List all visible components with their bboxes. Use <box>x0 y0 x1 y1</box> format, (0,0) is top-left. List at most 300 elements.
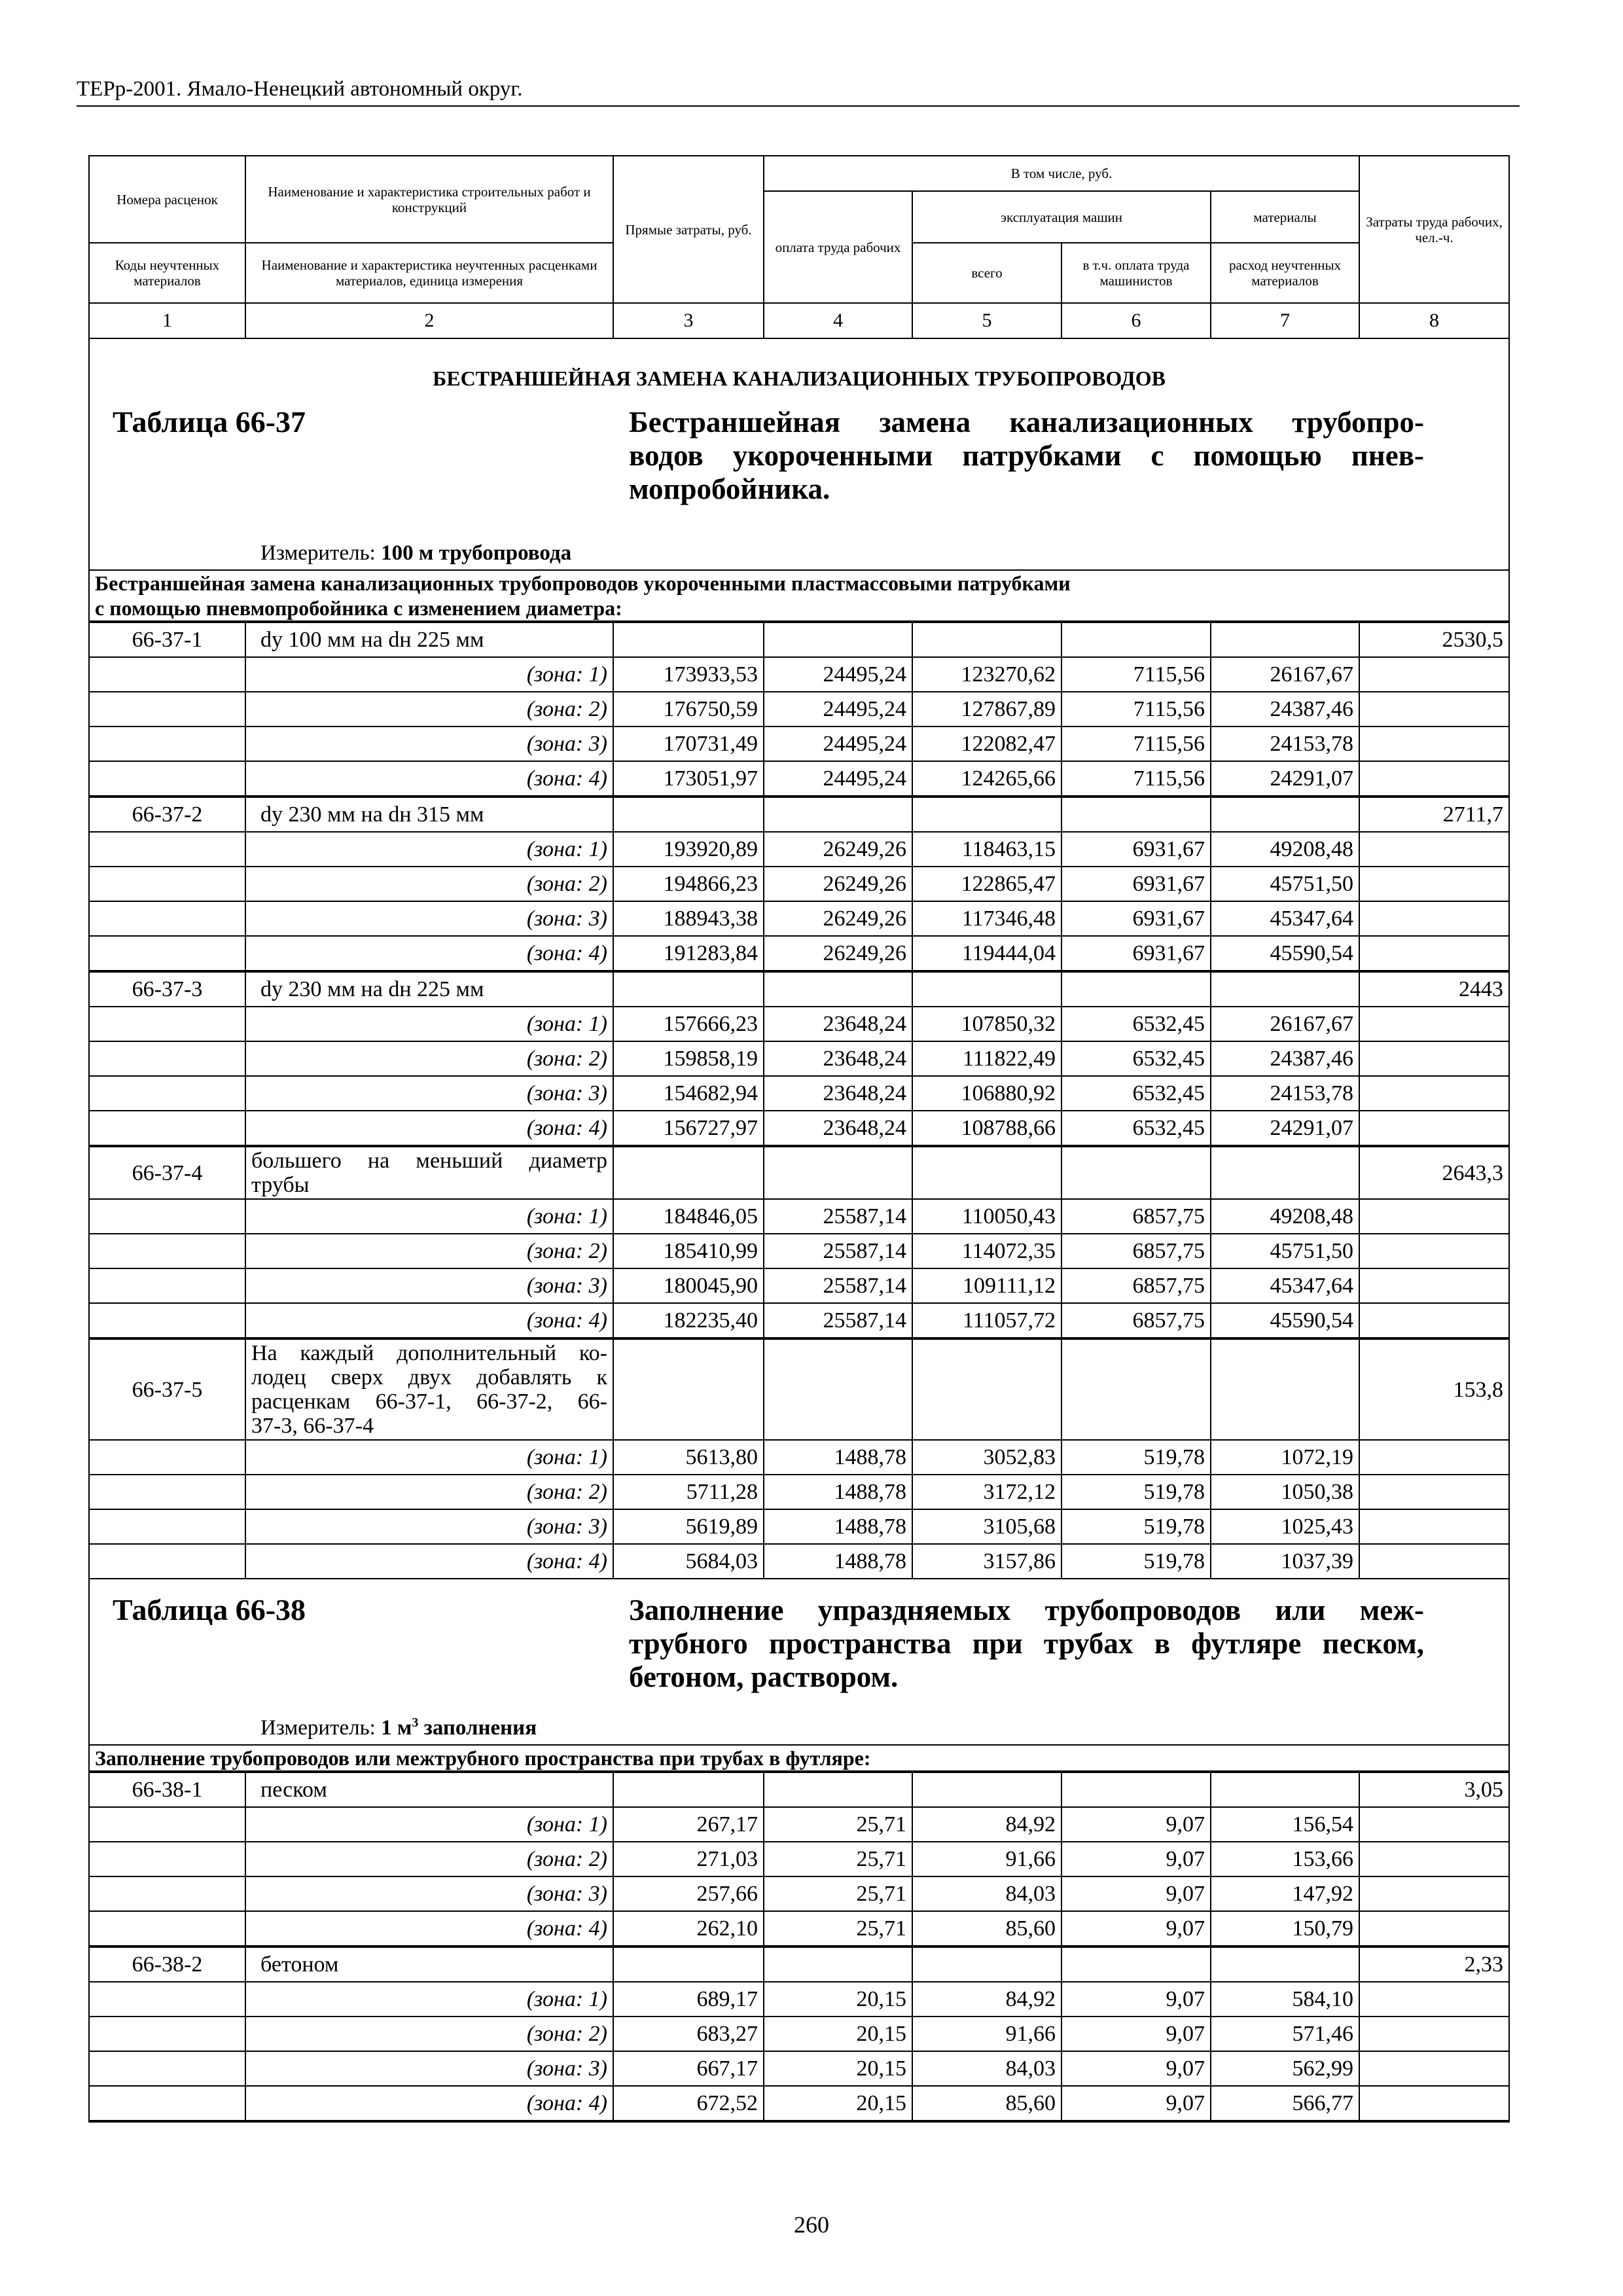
column-number: 7 <box>1211 303 1359 338</box>
header-machines: эксплуатация машин <box>912 191 1211 243</box>
section-title: БЕСТРАНШЕЙНАЯ ЗАМЕНА КАНАЛИЗАЦИОННЫХ ТРУБОПРОВОДОВ <box>433 367 1166 390</box>
empty-cell <box>1359 761 1509 797</box>
zone-value-col3: 5613,80 <box>613 1440 764 1475</box>
zone-row <box>89 936 1509 971</box>
table-section-row <box>89 1579 1509 1745</box>
table-section-cell <box>89 1579 1509 1745</box>
zone-label: (зона: 2) <box>245 1842 613 1876</box>
zone-label: (зона: 2) <box>245 867 613 901</box>
empty-cell <box>1359 1440 1509 1475</box>
zone-value-col4: 1488,78 <box>764 1475 912 1509</box>
empty-cell <box>89 1544 245 1579</box>
zone-value-col3: 5619,89 <box>613 1509 764 1544</box>
subsection-cell <box>89 1745 1509 1772</box>
zone-value-col6: 9,07 <box>1061 1982 1211 2017</box>
zone-label: (зона: 3) <box>245 901 613 936</box>
empty-cell <box>1359 1509 1509 1544</box>
zone-label: (зона: 1) <box>245 1199 613 1234</box>
zone-value-col7: 49208,48 <box>1211 1199 1359 1234</box>
empty-cell <box>89 1842 245 1876</box>
header-col7: расход неучтенных материалов <box>1211 243 1359 303</box>
column-number: 6 <box>1061 303 1211 338</box>
subsection-line: Бестраншейная замена канализационных трубопроводов укороченными пластмассовыми патрубками <box>95 571 1071 595</box>
zone-value-col3: 173051,97 <box>613 761 764 797</box>
empty-cell <box>89 1234 245 1268</box>
zone-row <box>89 1509 1509 1544</box>
zone-value-col6: 9,07 <box>1061 1876 1211 1911</box>
empty-cell <box>1211 1946 1359 1982</box>
zone-value-col6: 6931,67 <box>1061 832 1211 867</box>
empty-cell <box>89 1111 245 1146</box>
rate-code: 66-37-3 <box>89 971 245 1007</box>
empty-cell <box>89 657 245 692</box>
zone-row <box>89 657 1509 692</box>
zone-value-col3: 157666,23 <box>613 1007 764 1041</box>
zone-value-col4: 23648,24 <box>764 1111 912 1146</box>
zone-value-col7: 153,66 <box>1211 1842 1359 1876</box>
column-number: 3 <box>613 303 764 338</box>
rate-name-line: лодец сверх двух добавлять к <box>251 1365 607 1390</box>
zone-value-col7: 24291,07 <box>1211 761 1359 797</box>
column-number: 8 <box>1359 303 1509 338</box>
empty-cell <box>1061 1946 1211 1982</box>
zone-row <box>89 1475 1509 1509</box>
zone-value-col5: 119444,04 <box>912 936 1061 971</box>
table-section-row <box>89 338 1509 570</box>
rate-name-line: 37-3, 66-37-4 <box>251 1414 374 1438</box>
empty-cell <box>912 622 1061 657</box>
zone-value-col4: 23648,24 <box>764 1076 912 1111</box>
empty-cell <box>613 1772 764 1807</box>
empty-cell <box>1359 1544 1509 1579</box>
zone-value-col5: 106880,92 <box>912 1076 1061 1111</box>
zone-value-col3: 5711,28 <box>613 1475 764 1509</box>
zone-value-col4: 26249,26 <box>764 936 912 971</box>
zone-value-col4: 25587,14 <box>764 1234 912 1268</box>
zone-label: (зона: 1) <box>245 657 613 692</box>
empty-cell <box>912 1146 1061 1199</box>
empty-cell <box>1359 1475 1509 1509</box>
empty-cell <box>613 1338 764 1440</box>
zone-value-col6: 6857,75 <box>1061 1268 1211 1303</box>
empty-cell <box>89 1911 245 1946</box>
zone-value-col6: 6857,75 <box>1061 1234 1211 1268</box>
zone-value-col4: 24495,24 <box>764 726 912 761</box>
zone-label: (зона: 4) <box>245 936 613 971</box>
labor-cost: 3,05 <box>1359 1772 1509 1807</box>
zone-value-col6: 7115,56 <box>1061 657 1211 692</box>
empty-cell <box>912 1338 1061 1440</box>
zone-value-col3: 182235,40 <box>613 1303 764 1338</box>
labor-cost: 2443 <box>1359 971 1509 1007</box>
zone-value-col3: 159858,19 <box>613 1041 764 1076</box>
zone-value-col7: 584,10 <box>1211 1982 1359 2017</box>
empty-cell <box>89 936 245 971</box>
zone-value-col7: 566,77 <box>1211 2086 1359 2121</box>
zone-value-col6: 6532,45 <box>1061 1007 1211 1041</box>
empty-cell <box>613 1946 764 1982</box>
rate-code: 66-37-5 <box>89 1338 245 1440</box>
empty-cell <box>1359 1876 1509 1911</box>
empty-cell <box>1359 1007 1509 1041</box>
empty-cell <box>89 2086 245 2121</box>
zone-value-col7: 45751,50 <box>1211 867 1359 901</box>
header-col2-bottom: Наименование и характеристика неучтенных расценками материалов, единица измерения <box>245 243 613 303</box>
zone-value-col6: 6931,67 <box>1061 936 1211 971</box>
zone-value-col7: 562,99 <box>1211 2051 1359 2086</box>
zone-value-col6: 6931,67 <box>1061 901 1211 936</box>
zone-row <box>89 1268 1509 1303</box>
empty-cell <box>89 867 245 901</box>
zone-value-col4: 25587,14 <box>764 1268 912 1303</box>
measure-value-text: 1 м <box>381 1716 412 1740</box>
zone-value-col7: 24153,78 <box>1211 726 1359 761</box>
zone-row <box>89 867 1509 901</box>
empty-cell <box>1359 657 1509 692</box>
rate-row <box>89 1946 1509 1982</box>
zone-value-col5: 123270,62 <box>912 657 1061 692</box>
header-col2-top: Наименование и характеристика строительных работ и конструкций <box>245 156 613 243</box>
header-col1-top: Номера расценок <box>89 156 245 243</box>
zone-value-col6: 6857,75 <box>1061 1303 1211 1338</box>
empty-cell <box>1359 2017 1509 2051</box>
zone-value-col4: 26249,26 <box>764 901 912 936</box>
zone-value-col4: 25587,14 <box>764 1199 912 1234</box>
zone-label: (зона: 1) <box>245 1807 613 1842</box>
empty-cell <box>1061 971 1211 1007</box>
empty-cell <box>89 1268 245 1303</box>
empty-cell <box>613 622 764 657</box>
zone-value-col4: 20,15 <box>764 1982 912 2017</box>
measure-unit <box>260 1715 537 1740</box>
empty-cell <box>1359 1807 1509 1842</box>
zone-label: (зона: 2) <box>245 1234 613 1268</box>
header-col1-bottom: Коды неучтенных материалов <box>89 243 245 303</box>
zone-value-col6: 519,78 <box>1061 1509 1211 1544</box>
zone-row <box>89 2051 1509 2086</box>
zone-value-col5: 85,60 <box>912 1911 1061 1946</box>
subsection-row <box>89 570 1509 622</box>
zone-value-col3: 262,10 <box>613 1911 764 1946</box>
zone-value-col3: 170731,49 <box>613 726 764 761</box>
empty-cell <box>764 1146 912 1199</box>
empty-cell <box>1359 1234 1509 1268</box>
empty-cell <box>912 1946 1061 1982</box>
zone-label: (зона: 2) <box>245 1041 613 1076</box>
table-label: Таблица 66-37 <box>113 405 306 439</box>
zone-value-col6: 9,07 <box>1061 2086 1211 2121</box>
measure-value <box>381 541 571 565</box>
zone-label: (зона: 3) <box>245 1509 613 1544</box>
zone-value-col6: 519,78 <box>1061 1440 1211 1475</box>
zone-value-col7: 45590,54 <box>1211 1303 1359 1338</box>
rate-name <box>245 1338 613 1440</box>
zone-value-col5: 85,60 <box>912 2086 1061 2121</box>
empty-cell <box>89 726 245 761</box>
column-number: 5 <box>912 303 1061 338</box>
zone-label: (зона: 1) <box>245 1440 613 1475</box>
zone-value-col6: 7115,56 <box>1061 726 1211 761</box>
zone-label: (зона: 4) <box>245 2086 613 2121</box>
empty-cell <box>912 971 1061 1007</box>
empty-cell <box>1359 1076 1509 1111</box>
zone-value-col6: 519,78 <box>1061 1475 1211 1509</box>
zone-value-col7: 45590,54 <box>1211 936 1359 971</box>
zone-value-col5: 114072,35 <box>912 1234 1061 1268</box>
empty-cell <box>1359 936 1509 971</box>
zone-row <box>89 1876 1509 1911</box>
labor-cost: 153,8 <box>1359 1338 1509 1440</box>
zone-value-col7: 24387,46 <box>1211 1041 1359 1076</box>
column-numbers-row <box>89 303 1509 338</box>
zone-value-col3: 180045,90 <box>613 1268 764 1303</box>
zone-value-col4: 26249,26 <box>764 867 912 901</box>
zone-row <box>89 1007 1509 1041</box>
empty-cell <box>1359 901 1509 936</box>
rate-name <box>245 1772 613 1807</box>
table-section-cell <box>89 338 1509 570</box>
table-title-line: водов укороченными патрубками с помощью пнев- <box>629 439 1424 472</box>
rate-row <box>89 1338 1509 1440</box>
zone-value-col5: 124265,66 <box>912 761 1061 797</box>
zone-value-col3: 689,17 <box>613 1982 764 2017</box>
zone-value-col4: 1488,78 <box>764 1544 912 1579</box>
empty-cell <box>89 1440 245 1475</box>
table-title <box>629 406 1424 506</box>
column-number: 1 <box>89 303 245 338</box>
zone-label: (зона: 3) <box>245 1076 613 1111</box>
header-col6: в т.ч. оплата труда машинистов <box>1061 243 1211 303</box>
zone-label: (зона: 4) <box>245 1111 613 1146</box>
zone-row <box>89 1440 1509 1475</box>
empty-cell <box>764 797 912 832</box>
zone-value-col3: 257,66 <box>613 1876 764 1911</box>
rate-name <box>245 1946 613 1982</box>
zone-value-col7: 571,46 <box>1211 2017 1359 2051</box>
empty-cell <box>89 1303 245 1338</box>
zone-value-col3: 271,03 <box>613 1842 764 1876</box>
zone-label: (зона: 3) <box>245 1876 613 1911</box>
zone-value-col3: 194866,23 <box>613 867 764 901</box>
zone-value-col6: 9,07 <box>1061 2017 1211 2051</box>
zone-value-col3: 5684,03 <box>613 1544 764 1579</box>
subsection-cell <box>89 570 1509 622</box>
empty-cell <box>89 761 245 797</box>
empty-cell <box>1359 867 1509 901</box>
labor-cost: 2530,5 <box>1359 622 1509 657</box>
header-group: В том числе, руб. <box>764 156 1359 191</box>
rate-name-line: расценкам 66-37-1, 66-37-2, 66- <box>251 1390 607 1414</box>
zone-value-col6: 7115,56 <box>1061 692 1211 726</box>
rate-row <box>89 1146 1509 1199</box>
zone-label: (зона: 3) <box>245 726 613 761</box>
zone-value-col3: 156727,97 <box>613 1111 764 1146</box>
empty-cell <box>89 2017 245 2051</box>
zone-value-col4: 25,71 <box>764 1911 912 1946</box>
measure-superscript: 3 <box>412 1715 419 1730</box>
empty-cell <box>89 1041 245 1076</box>
rate-row <box>89 622 1509 657</box>
empty-cell <box>1359 692 1509 726</box>
rate-name <box>245 971 613 1007</box>
zone-value-col7: 147,92 <box>1211 1876 1359 1911</box>
zone-value-col4: 26249,26 <box>764 832 912 867</box>
zone-value-col5: 111057,72 <box>912 1303 1061 1338</box>
zone-value-col5: 110050,43 <box>912 1199 1061 1234</box>
zone-row <box>89 1842 1509 1876</box>
zone-value-col7: 1037,39 <box>1211 1544 1359 1579</box>
zone-label: (зона: 1) <box>245 1007 613 1041</box>
table-section <box>95 1579 1503 1744</box>
empty-cell <box>764 1772 912 1807</box>
empty-cell <box>89 2051 245 2086</box>
empty-cell <box>1359 1982 1509 2017</box>
zone-value-col7: 45347,64 <box>1211 901 1359 936</box>
zone-label: (зона: 4) <box>245 761 613 797</box>
table-title-line: бетоном, раствором. <box>629 1660 899 1693</box>
zone-value-col7: 49208,48 <box>1211 832 1359 867</box>
rate-name-line: трубы <box>251 1173 310 1197</box>
zone-value-col5: 3052,83 <box>912 1440 1061 1475</box>
empty-cell <box>1359 1911 1509 1946</box>
table-title-line: трубного пространства при трубах в футляре песком, <box>629 1627 1424 1660</box>
zone-row <box>89 1111 1509 1146</box>
zone-row <box>89 1807 1509 1842</box>
empty-cell <box>1359 1041 1509 1076</box>
zone-value-col5: 3172,12 <box>912 1475 1061 1509</box>
empty-cell <box>1359 832 1509 867</box>
empty-cell <box>764 1338 912 1440</box>
header-col5: всего <box>912 243 1061 303</box>
rate-code: 66-37-1 <box>89 622 245 657</box>
empty-cell <box>89 1475 245 1509</box>
zone-row <box>89 2086 1509 2121</box>
empty-cell <box>1211 1338 1359 1440</box>
zone-label: (зона: 4) <box>245 1303 613 1338</box>
rate-row <box>89 797 1509 832</box>
zone-row <box>89 1303 1509 1338</box>
zone-value-col7: 45751,50 <box>1211 1234 1359 1268</box>
zone-row <box>89 692 1509 726</box>
zone-row <box>89 1041 1509 1076</box>
zone-value-col5: 127867,89 <box>912 692 1061 726</box>
empty-cell <box>89 1007 245 1041</box>
table-label: Таблица 66-38 <box>113 1593 306 1626</box>
subsection-row <box>89 1745 1509 1772</box>
empty-cell <box>89 1509 245 1544</box>
zone-value-col4: 24495,24 <box>764 657 912 692</box>
table-title <box>629 1594 1424 1694</box>
rate-name-line: dу 230 мм на dн 315 мм <box>260 802 484 827</box>
empty-cell <box>912 1772 1061 1807</box>
empty-cell <box>613 1146 764 1199</box>
measure-value-rest: заполнения <box>418 1716 537 1740</box>
zone-value-col4: 25,71 <box>764 1842 912 1876</box>
zone-value-col7: 24291,07 <box>1211 1111 1359 1146</box>
zone-value-col4: 1488,78 <box>764 1440 912 1475</box>
empty-cell <box>1359 1111 1509 1146</box>
empty-cell <box>1211 797 1359 832</box>
price-table <box>88 155 1510 2123</box>
zone-label: (зона: 3) <box>245 1268 613 1303</box>
subsection-line: с помощью пневмопробойника с изменением диаметра: <box>95 596 622 620</box>
zone-row <box>89 832 1509 867</box>
zone-value-col6: 6532,45 <box>1061 1076 1211 1111</box>
rate-row <box>89 1772 1509 1807</box>
empty-cell <box>89 832 245 867</box>
zone-value-col7: 156,54 <box>1211 1807 1359 1842</box>
measure-label: Измеритель: <box>260 541 376 565</box>
empty-cell <box>1061 1146 1211 1199</box>
zone-row <box>89 726 1509 761</box>
zone-value-col7: 26167,67 <box>1211 657 1359 692</box>
empty-cell <box>1359 1303 1509 1338</box>
zone-value-col5: 91,66 <box>912 1842 1061 1876</box>
zone-value-col5: 107850,32 <box>912 1007 1061 1041</box>
running-title: ТЕРр-2001. Ямало-Ненецкий автономный округ. <box>77 77 523 101</box>
zone-value-col5: 84,92 <box>912 1807 1061 1842</box>
zone-value-col3: 191283,84 <box>613 936 764 971</box>
table-section <box>95 339 1503 569</box>
header-col4: оплата труда рабочих <box>764 191 912 303</box>
rate-name-line: На каждый дополнительный ко- <box>251 1341 607 1365</box>
zone-row <box>89 901 1509 936</box>
empty-cell <box>89 901 245 936</box>
empty-cell <box>1061 1772 1211 1807</box>
header-col3: Прямые затраты, руб. <box>613 156 764 303</box>
zone-value-col3: 188943,38 <box>613 901 764 936</box>
zone-value-col4: 25,71 <box>764 1807 912 1842</box>
header-col8: Затраты труда рабочих, чел.-ч. <box>1359 156 1509 303</box>
zone-value-col7: 150,79 <box>1211 1911 1359 1946</box>
zone-value-col4: 25587,14 <box>764 1303 912 1338</box>
zone-value-col7: 1025,43 <box>1211 1509 1359 1544</box>
zone-value-col5: 122865,47 <box>912 867 1061 901</box>
zone-label: (зона: 4) <box>245 1911 613 1946</box>
empty-cell <box>89 1076 245 1111</box>
zone-label: (зона: 2) <box>245 692 613 726</box>
zone-value-col3: 154682,94 <box>613 1076 764 1111</box>
empty-cell <box>89 1982 245 2017</box>
zone-value-col6: 519,78 <box>1061 1544 1211 1579</box>
empty-cell <box>1211 1146 1359 1199</box>
rate-name-line: бетоном <box>260 1952 339 1977</box>
header-materials: материалы <box>1211 191 1359 243</box>
empty-cell <box>89 1199 245 1234</box>
zone-value-col5: 84,03 <box>912 1876 1061 1911</box>
zone-row <box>89 761 1509 797</box>
zone-value-col3: 672,52 <box>613 2086 764 2121</box>
zone-value-col6: 9,07 <box>1061 1807 1211 1842</box>
empty-cell <box>764 622 912 657</box>
zone-row <box>89 1544 1509 1579</box>
empty-cell <box>89 1807 245 1842</box>
zone-value-col6: 9,07 <box>1061 2051 1211 2086</box>
zone-value-col5: 84,03 <box>912 2051 1061 2086</box>
table-title-line: Бестраншейная замена канализационных трубопро- <box>629 406 1424 439</box>
zone-row <box>89 1982 1509 2017</box>
page-number: 260 <box>794 2212 829 2238</box>
rate-name <box>245 622 613 657</box>
zone-value-col4: 24495,24 <box>764 692 912 726</box>
zone-value-col6: 6857,75 <box>1061 1199 1211 1234</box>
zone-value-col3: 184846,05 <box>613 1199 764 1234</box>
zone-value-col5: 111822,49 <box>912 1041 1061 1076</box>
zone-value-col6: 9,07 <box>1061 1911 1211 1946</box>
rate-name-line: большего на меньший диаметр <box>251 1149 607 1173</box>
zone-value-col3: 185410,99 <box>613 1234 764 1268</box>
zone-value-col3: 193920,89 <box>613 832 764 867</box>
